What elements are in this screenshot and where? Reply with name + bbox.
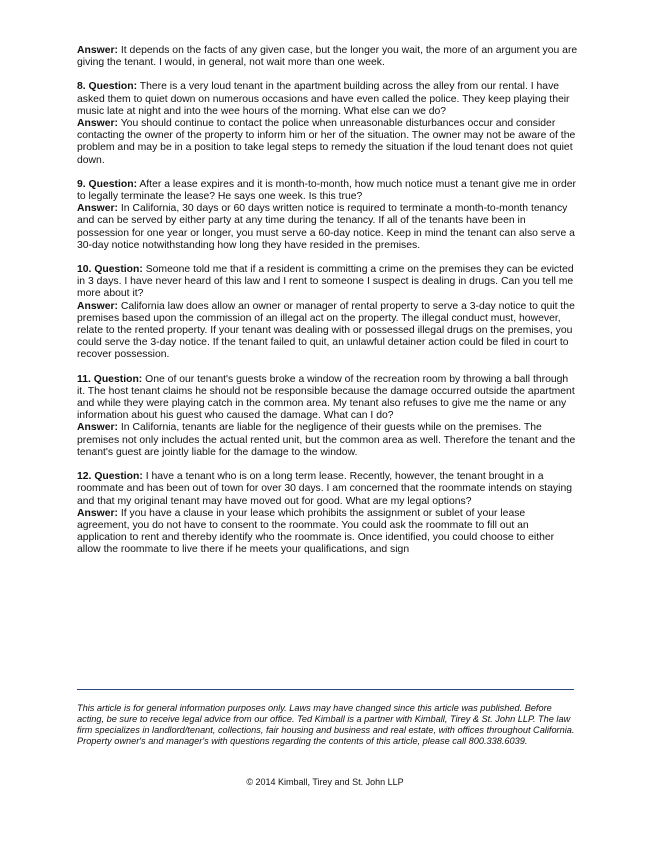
qa-block-10 bbox=[77, 264, 579, 362]
qa-block-9 bbox=[77, 179, 579, 252]
article-body bbox=[77, 45, 579, 557]
answer-10 bbox=[77, 301, 579, 362]
question-label: 9. Question: bbox=[77, 178, 138, 190]
footer-divider bbox=[77, 689, 574, 690]
question-8 bbox=[77, 81, 579, 118]
question-label: 11. Question: bbox=[77, 373, 143, 385]
answer-label: Answer: bbox=[77, 45, 118, 56]
question-12 bbox=[77, 471, 579, 508]
answer-text: In California, tenants are liable for the negligence of their guests while on the premises. The premises not only includes the actual rented unit, but the common area as well. Therefore the tenant and the tenant's guest are jointly liable for the damage to the window. bbox=[77, 422, 576, 458]
answer-text: If you have a clause in your lease which prohibits the assignment or sublet of your lease agreement, you do not have to consent to the roommate. You could ask the roommate to fill out an application to rent and thereby identify who the roommate is. Once identified, you could choose to either allow the roommate to live there if he meets your qualifications, and sign bbox=[77, 507, 555, 556]
question-text: After a lease expires and it is month-to-month, how much notice must a tenant give me in order to legally terminate the lease? He says one week. Is this true? bbox=[77, 178, 576, 203]
qa-block-8 bbox=[77, 81, 579, 166]
answer-label: Answer: bbox=[77, 507, 118, 519]
question-11 bbox=[77, 374, 579, 423]
answer-11 bbox=[77, 422, 579, 459]
question-text: There is a very loud tenant in the apartment building across the alley from our rental. I have asked them to quiet down on numerous occasions and have even called the police. They keep playing their music late at night and into the wee hours of the morning. What else can we do? bbox=[77, 81, 570, 117]
answer-label: Answer: bbox=[77, 203, 118, 215]
answer-text: It depends on the facts of any given case, but the longer you wait, the more of an argument you are giving the tenant. I would, in general, not wait more than one week. bbox=[77, 45, 578, 69]
question-label: 8. Question: bbox=[77, 81, 138, 93]
answer-label: Answer: bbox=[77, 422, 118, 434]
question-10 bbox=[77, 264, 579, 301]
question-text: One of our tenant's guests broke a window of the recreation room by throwing a ball through it. The host tenant claims he should not be responsible because the damage occurred outside the apartment and while they were playing catch in the common area. My tenant also refuses to give me the name or any information about his guest who caused the damage. What can I do? bbox=[77, 373, 575, 422]
intro-answer-block bbox=[77, 45, 579, 69]
intro-answer bbox=[77, 45, 579, 69]
answer-12 bbox=[77, 508, 579, 557]
answer-8 bbox=[77, 118, 579, 167]
question-label: 12. Question: bbox=[77, 471, 143, 483]
answer-label: Answer: bbox=[77, 300, 118, 312]
qa-block-11 bbox=[77, 374, 579, 459]
answer-9 bbox=[77, 203, 579, 252]
copyright-notice: © 2014 Kimball, Tirey and St. John LLP bbox=[246, 777, 404, 787]
answer-text: In California, 30 days or 60 days written notice is required to terminate a month-to-month tenancy and can be served by either party at any time during the tenancy. If all of the tenants have been in possession for one year or longer, you must serve a 60-day notice. Keep in mind the tenant can also serve a 30-day notice notwithstanding how long they have resided in the premises. bbox=[77, 203, 575, 251]
question-label: 10. Question: bbox=[77, 264, 143, 276]
question-text: I have a tenant who is on a long term lease. Recently, however, the tenant brought in a roommate and has been out of town for over 30 days. I am concerned that the roommate intends on staying and that my original tenant may have moved out for good. What are my legal options? bbox=[77, 471, 572, 507]
question-9 bbox=[77, 179, 579, 203]
disclaimer-text: This article is for general information purposes only. Laws may have changed since this article was published. Before acting, be sure to receive legal advice from our office. Ted Kimball is a partner with Kimball, Tirey & St. John LLP. The law firm specializes in landlord/tenant, collections, fair housing and business and real estate, with offices throughout California. Property owner's and manager's with questions regarding the contents of this article, please call 800.338.6039. bbox=[77, 703, 575, 747]
answer-text: California law does allow an owner or manager of rental property to serve a 3-day notice to quit the premises based upon the commission of an illegal act on the property. The illegal conduct must, however, relate to the rented property. If your tenant was dealing with or possessed illegal drugs on the premises, you could serve the 3-day notice. If the tenant failed to quit, an unlawful detainer action could be filed in court to recover possession. bbox=[77, 300, 575, 361]
question-text: Someone told me that if a resident is committing a crime on the premises they can be evicted in 3 days. I have never heard of this law and I rent to someone I suspect is dealing in drugs. Can you tell me more about it? bbox=[77, 264, 574, 300]
qa-block-12 bbox=[77, 471, 579, 556]
answer-label: Answer: bbox=[77, 118, 118, 130]
answer-text: You should continue to contact the police when unreasonable disturbances occur and consider contacting the owner of the property to inform him or her of the situation. The owner may not be aware of the problem and may be in a position to take legal steps to remedy the situation if the loud tenant does not quiet down. bbox=[77, 118, 576, 166]
